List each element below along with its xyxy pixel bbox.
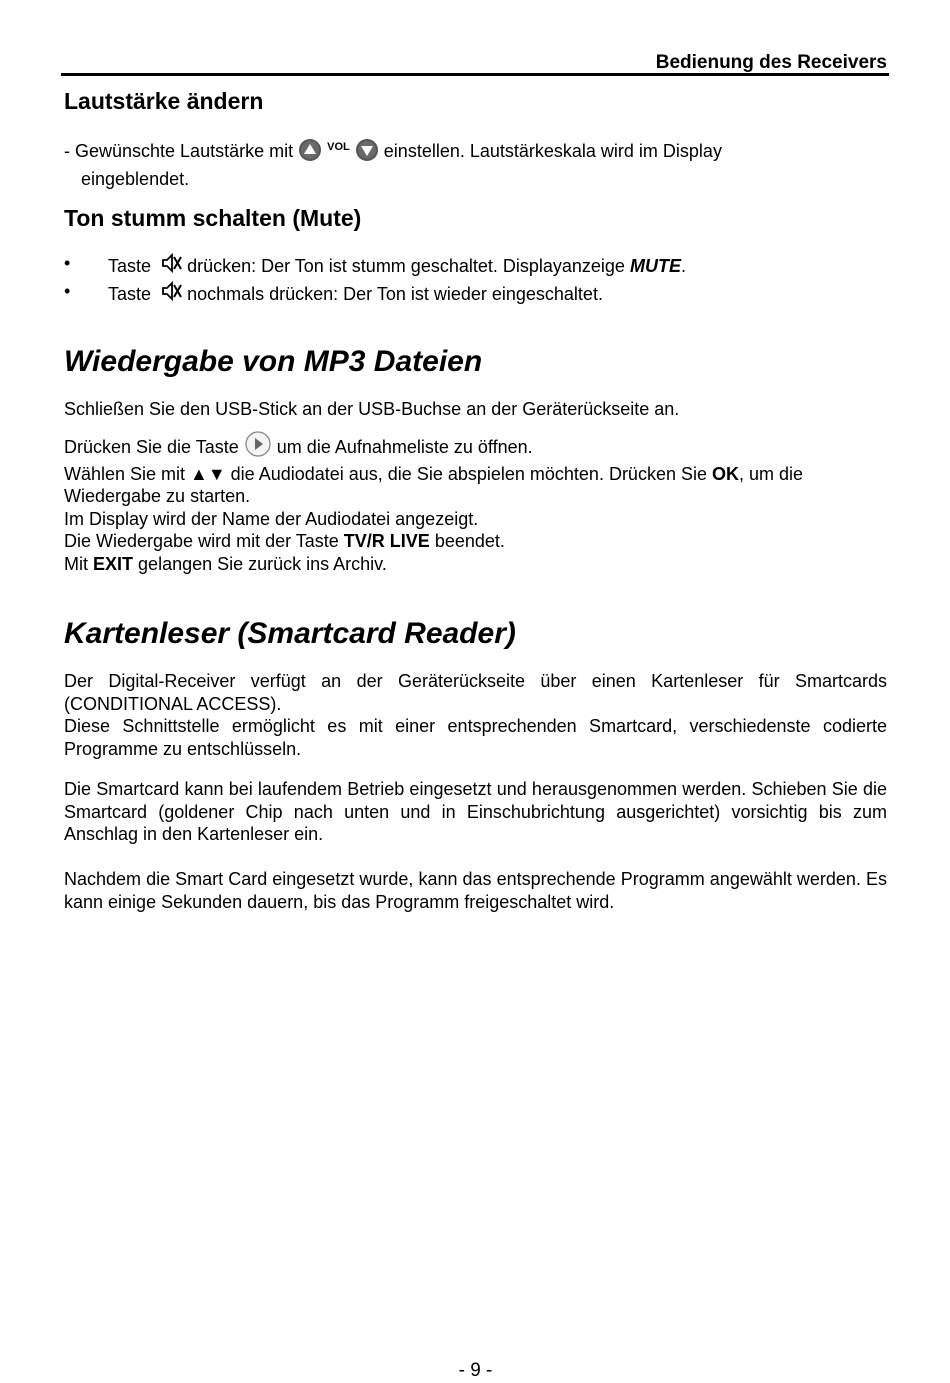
mp3-paragraph-2 bbox=[64, 431, 887, 575]
mp3-p3-before: Wählen Sie mit ▲▼ die Audiodatei aus, die Sie abspielen möchten. Drücken Sie bbox=[64, 463, 707, 484]
mute-bullet-2 bbox=[108, 280, 603, 308]
mp3-paragraph-1: Schließen Sie den USB-Stick an der USB-Buchse an der Geräterückseite an. bbox=[64, 399, 680, 419]
vol-label: VOL bbox=[327, 141, 350, 153]
card-paragraph-2: Diese Schnittstelle ermöglicht es mit einer entsprechenden Smartcard, verschiedenste codierte Programme zu entschlüsseln. bbox=[64, 716, 887, 759]
mp3-p3-line2: Wiedergabe zu starten. bbox=[64, 486, 251, 506]
volume-text-before: - Gewünschte Lautstärke mit bbox=[64, 141, 294, 161]
heading-mute: Ton stumm schalten (Mute) bbox=[64, 205, 362, 231]
bullet-dot: • bbox=[64, 281, 71, 301]
vol-up-button-icon bbox=[298, 138, 322, 168]
bullet-dot: • bbox=[64, 253, 71, 273]
card-paragraph-1: Der Digital-Receiver verfügt an der Geräterückseite über einen Kartenleser für Smartcards (CONDITIONAL ACCESS). bbox=[64, 671, 887, 714]
mute-speaker-icon bbox=[160, 280, 182, 308]
card-paragraph-4: Nachdem die Smart Card eingesetzt wurde, kann das entsprechende Programm angewählt werden. Es kann einige Sekunden dauern, bis das Programm freigeschaltet wird. bbox=[64, 869, 887, 912]
volume-paragraph bbox=[64, 136, 887, 190]
play-button-icon bbox=[244, 431, 272, 463]
mp3-p5-before: Die Wiedergabe wird mit der Taste bbox=[64, 531, 339, 551]
mp3-p2-after: um die Aufnahmeliste zu öffnen. bbox=[276, 437, 533, 457]
running-header: Bedienung des Receivers bbox=[655, 52, 887, 73]
ok-key: OK bbox=[712, 463, 739, 484]
mp3-p5-after: beendet. bbox=[434, 531, 505, 551]
mute-display-label: MUTE bbox=[629, 256, 681, 276]
exit-key: EXIT bbox=[93, 553, 134, 574]
card-paragraph-3: Die Smartcard kann bei laufendem Betrieb eingesetzt und herausgenommen werden. Schieben Sie die Smartcard (goldener Chip nach unten und in Einschubrichtung ausgerichtet) vorsichtig bis zum Anschlag in den Kartenleser ein. bbox=[64, 779, 887, 844]
mute-bullet-2-taste: Taste bbox=[108, 284, 152, 304]
heading-smartcard: Kartenleser (Smartcard Reader) bbox=[64, 617, 516, 650]
volume-text-after: einstellen. Lautstärkeskala wird im Display bbox=[383, 141, 722, 161]
mute-bullet-1-taste: Taste bbox=[108, 256, 152, 276]
mute-bullet-1-text: drücken: Der Ton ist stumm geschaltet. Displayanzeige bbox=[187, 256, 625, 276]
heading-mp3: Wiedergabe von MP3 Dateien bbox=[64, 345, 483, 378]
mp3-p2-before: Drücken Sie die Taste bbox=[64, 437, 239, 457]
vol-down-button-icon bbox=[355, 138, 379, 168]
header-rule bbox=[61, 73, 889, 76]
mute-speaker-icon bbox=[160, 252, 182, 280]
mute-bullet-1 bbox=[108, 252, 686, 280]
mute-bullet-1-end: . bbox=[680, 256, 686, 276]
tvr-live-key: TV/R LIVE bbox=[343, 531, 430, 551]
mute-bullet-2-text: nochmals drücken: Der Ton ist wieder eingeschaltet. bbox=[187, 284, 603, 304]
mp3-p6-after: gelangen Sie zurück ins Archiv. bbox=[138, 553, 387, 574]
volume-text-line2: eingeblendet. bbox=[81, 168, 190, 189]
mp3-p3-after: , um die bbox=[739, 463, 804, 484]
mp3-p6-before: Mit bbox=[64, 553, 88, 574]
heading-volume: Lautstärke ändern bbox=[64, 88, 264, 114]
mp3-paragraph-4: Im Display wird der Name der Audiodatei angezeigt. bbox=[64, 508, 479, 529]
page-number: - 9 - bbox=[458, 1360, 493, 1381]
